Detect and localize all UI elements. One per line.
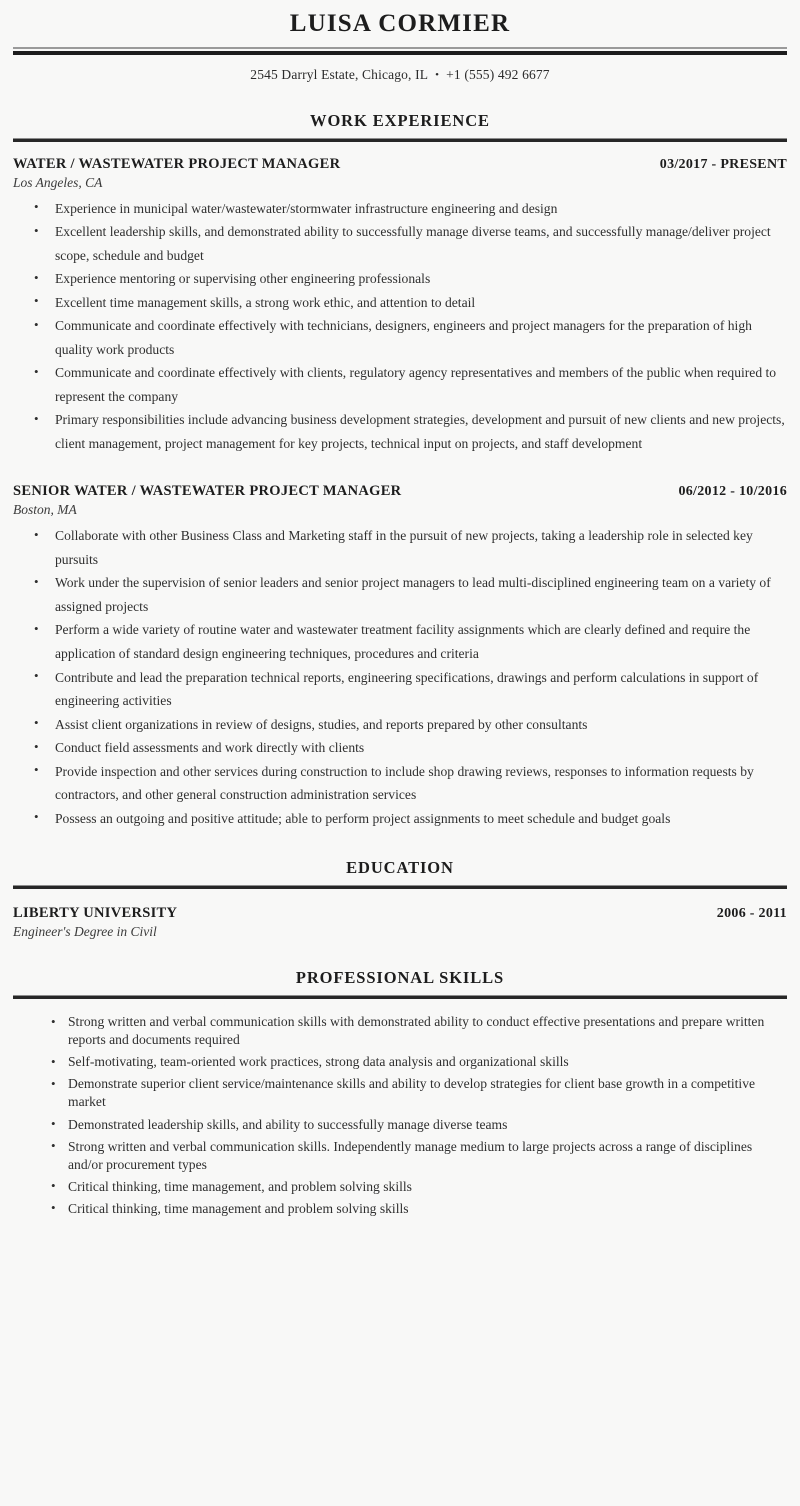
contact-phone: +1 (555) 492 6677 (446, 66, 550, 82)
job-location: Los Angeles, CA (13, 174, 103, 190)
list-item: • Communicate and coordinate effectively with technicians, designers, engineers and project managers for the preparation of high quality work products (34, 314, 787, 361)
work-entry-header (13, 156, 787, 173)
list-item: • Self-motivating, team-oriented work practices, strong data analysis and organizational skills (51, 1053, 787, 1071)
list-item: • Assist client organizations in review of designs, studies, and reports prepared by other consultants (34, 713, 787, 737)
job-dates: 03/2017 - PRESENT (659, 156, 787, 172)
list-item: • Collaborate with other Business Class and Marketing staff in the pursuit of new projects, taking a leadership role in selected key pursuits (34, 524, 787, 571)
list-item: • Excellent time management skills, a strong work ethic, and attention to detail (34, 291, 787, 315)
list-item: • Possess an outgoing and positive attitude; able to perform project assignments to meet schedule and budget goals (34, 807, 787, 831)
section-title-education: EDUCATION (346, 858, 454, 878)
contact-line (13, 55, 787, 83)
section-divider-skills (13, 995, 787, 999)
section-work-experience (13, 111, 787, 830)
list-item: • Demonstrated leadership skills, and ability to successfully manage diverse teams (51, 1116, 787, 1134)
degree-name: Engineer's Degree in Civil (13, 924, 157, 940)
education-entry-header (13, 905, 787, 922)
section-professional-skills (13, 968, 787, 1218)
list-item: • Strong written and verbal communication skills. Independently manage medium to large projects across a range of disciplines and/or procurement types (51, 1138, 787, 1174)
candidate-name: LUISA CORMIER (289, 10, 511, 37)
resume-header (13, 0, 787, 83)
list-item: • Conduct field assessments and work directly with clients (34, 736, 787, 760)
job-title: SENIOR WATER / WASTEWATER PROJECT MANAGER (13, 483, 402, 500)
work-entry (13, 156, 787, 456)
section-education (13, 858, 787, 940)
list-item: • Excellent leadership skills, and demonstrated ability to successfully manage diverse teams, and successfully manage/deliver project scope, schedule and budget (34, 220, 787, 267)
skills-list (13, 1013, 787, 1218)
contact-separator-icon: • (435, 68, 440, 81)
list-item: • Experience in municipal water/wastewater/stormwater infrastructure engineering and design (34, 197, 787, 221)
education-dates: 2006 - 2011 (716, 906, 787, 922)
section-title-work: WORK EXPERIENCE (310, 110, 490, 130)
list-item: • Work under the supervision of senior leaders and senior project managers to lead multi-disciplined engineering team on a variety of assigned projects (34, 571, 787, 618)
list-item: • Experience mentoring or supervising other engineering professionals (34, 267, 787, 291)
school-name: LIBERTY UNIVERSITY (13, 905, 178, 922)
list-item: • Provide inspection and other services during construction to include shop drawing reviews, responses to information requests by contractors, and other general construction administration services (34, 760, 787, 807)
work-entry (13, 483, 787, 830)
list-item: • Demonstrate superior client service/maintenance skills and ability to develop strategies for client base growth in a competitive market (51, 1075, 787, 1111)
job-responsibility-list (13, 197, 787, 456)
list-item: • Critical thinking, time management and problem solving skills (51, 1200, 787, 1218)
job-dates: 06/2012 - 10/2016 (678, 484, 787, 500)
contact-address: 2545 Darryl Estate, Chicago, IL (250, 66, 429, 82)
list-item: • Strong written and verbal communication skills with demonstrated ability to conduct effective presentations and prepare written reports and documents required (51, 1013, 787, 1049)
job-location: Boston, MA (13, 502, 77, 518)
list-item: • Communicate and coordinate effectively with clients, regulatory agency representatives and members of the public when required to represent the company (34, 361, 787, 408)
education-entry (13, 905, 787, 940)
list-item: • Critical thinking, time management, and problem solving skills (51, 1178, 787, 1196)
list-item: • Primary responsibilities include advancing business development strategies, development and pursuit of new clients and new projects, client management, project management for key projects, technical input on projects, and staff development (34, 408, 787, 455)
job-responsibility-list (13, 524, 787, 830)
list-item: • Contribute and lead the preparation technical reports, engineering specifications, drawings and perform calculations in support of engineering activities (34, 666, 787, 713)
section-title-skills: PROFESSIONAL SKILLS (295, 968, 505, 988)
header-divider (13, 47, 787, 55)
job-title: WATER / WASTEWATER PROJECT MANAGER (13, 155, 341, 172)
section-divider-education (13, 885, 787, 889)
list-item: • Perform a wide variety of routine water and wastewater treatment facility assignments which are clearly defined and require the application of standard design engineering techniques, procedures and criteria (34, 618, 787, 665)
section-divider-work (13, 138, 787, 142)
work-entry-header (13, 483, 787, 500)
